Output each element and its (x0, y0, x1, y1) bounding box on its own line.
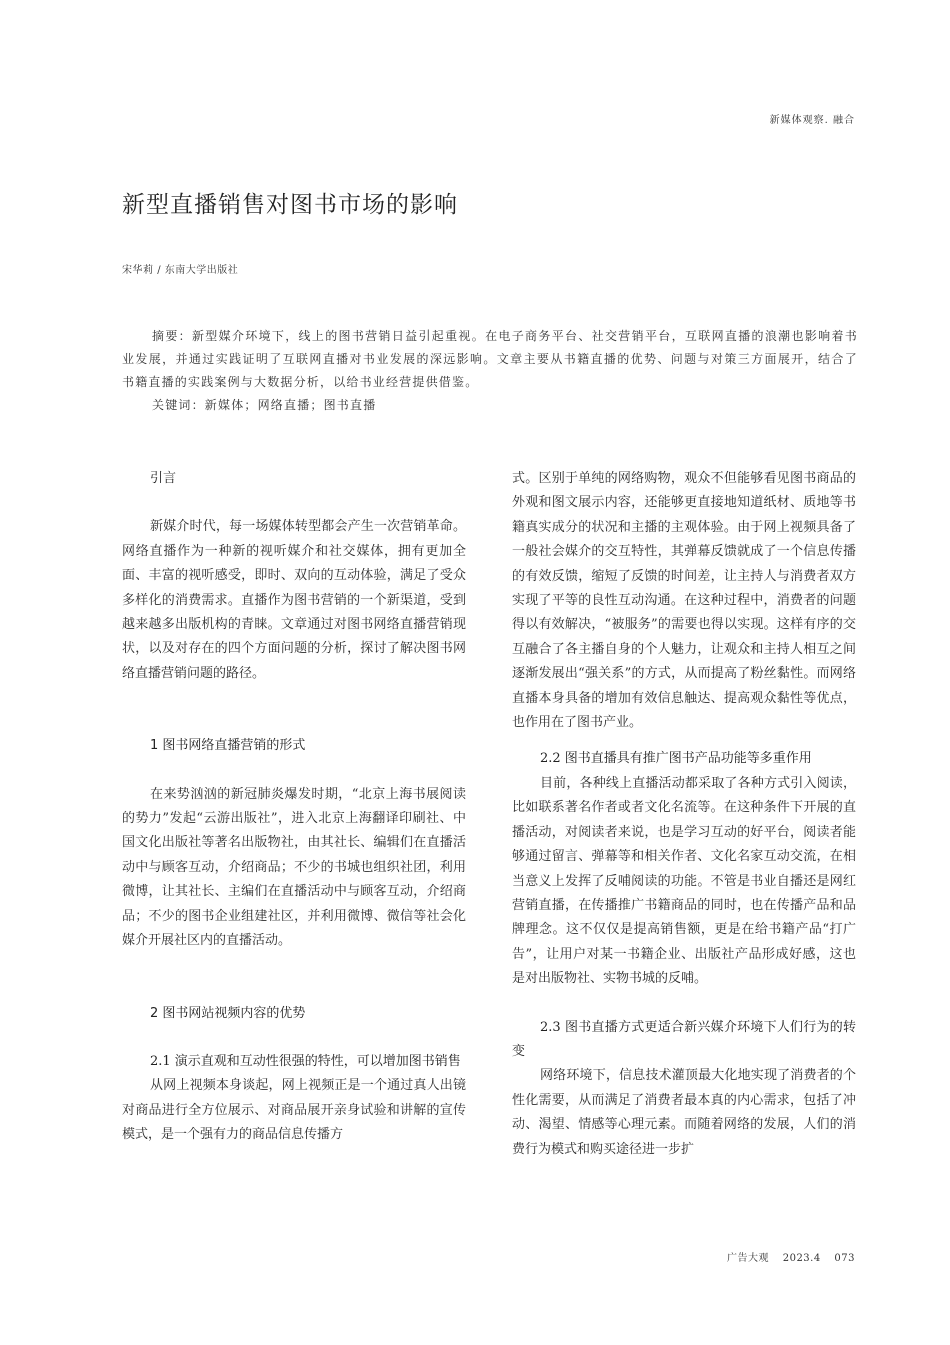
section-2-heading: 2 图书网站视频内容的优势 (150, 1005, 306, 1021)
keywords-text: 关键词：新媒体；网络直播；图书直播 (152, 398, 377, 412)
right-column (512, 467, 856, 1162)
byline-separator: / (157, 265, 162, 276)
section-1-heading: 1 图书网络直播营销的形式 (150, 738, 306, 754)
intro-heading: 引言 (150, 471, 177, 486)
section-2-3-heading: 2.3 图书直播方式更适合新兴媒介环境下人们行为的转变 (512, 1019, 856, 1059)
abstract-block (122, 325, 858, 417)
section-2-3-paragraph: 网络环境下，信息技术灌顶最大化地实现了消费者的个性化需要，从而满足了消费者最本真的内心需求，包括了冲动、渴望、情感等心理元素。而随着网络的发展，人们的消费行为模式和购买途径进一步扩 (512, 1068, 856, 1157)
page-number: 073 (834, 1253, 855, 1264)
author-name: 宋华莉 (122, 265, 154, 276)
abstract-text: 摘要：新型媒介环境下，线上的图书营销日益引起重视。在电子商务平台、社交营销平台，互联网直播的浪潮也影响着书业发展，并通过实践证明了互联网直播对书业发展的深远影响。文章主要从书籍直播的优势、问题与对策三方面展开，结合了书籍直播的实践案例与大数据分析，以给书业经营提供借鉴。 (122, 329, 858, 389)
page-footer (717, 1249, 855, 1264)
section-2-1-paragraph: 从网上视频本身谈起，网上视频正是一个通过真人出镜对商品进行全方位展示、对商品展开亲身试验和讲解的宣传模式，是一个强有力的商品信息传播方 (122, 1078, 466, 1143)
continued-paragraph: 式。区别于单纯的网络购物，观众不但能够看见图书商品的外观和图文展示内容，还能够更直接地知道纸材、质地等书籍真实成分的状况和主播的主观体验。由于网上视频具备了一般社会媒介的交互特性，其弹幕反馈就成了一个信息传播的有效反馈，缩短了反馈的时间差，让主持人与消费者双方实现了平等的良性互动沟通。在这种过程中，消费者的问题得以有效解决，“被服务”的需要也得以实现。这样有序的交互融合了各主播自身的个人魅力，让观众和主持人相互之间逐渐发展出“强关系”的方式，从而提高了粉丝黏性。而网络直播本身具备的增加有效信息触达、提高观众黏性等优点，也作用在了图书产业。 (512, 471, 856, 731)
section-label: 新媒体观察. 融合 (769, 115, 855, 126)
issue-number: 2023.4 (782, 1253, 821, 1264)
intro-paragraph: 新媒介时代，每一场媒体转型都会产生一次营销革命。网络直播作为一种新的视听媒介和社交媒体，拥有更加全面、丰富的视听感受，即时、双向的互动体验，满足了受众多样化的消费需求。直播作为图书营销的一个新渠道，受到越来越多出版机构的青睐。文章通过对图书网络直播营销现状，以及对存在的四个方面问题的分析，探讨了解决图书网络直播营销问题的路径。 (122, 519, 466, 681)
section-2-2-paragraph: 目前，各种线上直播活动都采取了各种方式引入阅读，比如联系著名作者或者文化名流等。在这种条件下开展的直播活动，对阅读者来说，也是学习互动的好平台，阅读者能够通过留言、弹幕等和相关作者、文化名家互动交流，在相当意义上发挥了反哺阅读的功能。不管是书业自播还是网红营销直播，在传播推广书籍商品的同时，也在传播产品和品牌理念。这不仅仅是提高销售额，更是在给书籍产品“打广告”，让用户对某一书籍企业、出版社产品形成好感，这也是对出版物社、实物书城的反哺。 (512, 775, 856, 987)
section-1-paragraph: 在来势汹汹的新冠肺炎爆发时期，“北京上海书展阅读的势力”发起“云游出版社”，进入北京上海翻译印刷社、中国文化出版社等著名出版物社，由其社长、编辑们在直播活动中与顾客互动，介绍商品；不少的书城也组织社团，利用微博，让其社长、主编们在直播活动中与顾客互动，介绍商品；不少的图书企业组建社区，并利用微博、微信等社会化媒介开展社区内的直播活动。 (122, 786, 466, 949)
section-2-1-heading: 2.1 演示直观和互动性很强的特性，可以增加图书销售 (150, 1053, 461, 1069)
journal-name: 广告大观 (727, 1253, 770, 1264)
article-title: 新型直播销售对图书市场的影响 (122, 192, 458, 218)
section-2-2-heading: 2.2 图书直播具有推广图书产品功能等多重作用 (540, 751, 812, 767)
left-column (122, 467, 466, 1148)
byline (122, 261, 238, 276)
author-affiliation: 东南大学出版社 (164, 265, 239, 276)
